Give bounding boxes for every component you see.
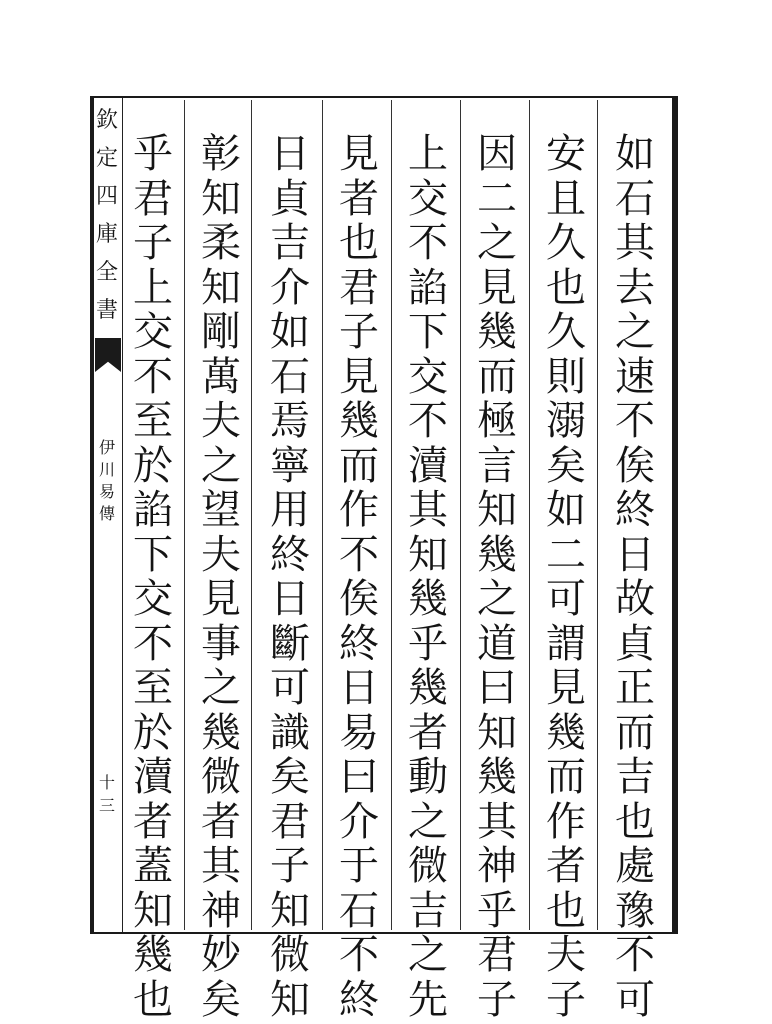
text-char: 諂 — [408, 264, 448, 311]
text-char: 而 — [615, 709, 655, 756]
text-char: 于 — [339, 843, 379, 889]
text-char: 日 — [615, 531, 655, 578]
banxin-char: 傳 — [98, 504, 115, 523]
text-char: 曰 — [477, 665, 517, 711]
text-char: 不 — [408, 220, 448, 266]
text-char: 先 — [408, 976, 448, 1023]
text-char: 介 — [339, 798, 379, 845]
text-char: 知 — [201, 264, 241, 311]
text-char: 矣 — [546, 442, 586, 489]
text-column-5 — [330, 132, 388, 1022]
column-rule — [391, 100, 392, 930]
text-char: 吉 — [615, 754, 655, 800]
text-char: 貞 — [615, 620, 655, 667]
text-char: 久 — [546, 309, 586, 355]
text-char: 曰 — [339, 754, 379, 800]
text-char: 速 — [615, 353, 655, 400]
text-char: 俟 — [615, 442, 655, 489]
text-char: 幾 — [201, 709, 241, 756]
text-char: 用 — [270, 487, 310, 533]
text-char: 不 — [339, 932, 379, 978]
text-char: 事 — [201, 620, 241, 667]
text-char: 剛 — [201, 309, 241, 355]
text-char: 因 — [477, 131, 517, 177]
text-char: 見 — [339, 131, 379, 177]
text-char: 微 — [201, 754, 241, 800]
text-char: 見 — [201, 576, 241, 622]
text-char: 知 — [270, 976, 310, 1023]
text-char: 去 — [615, 264, 655, 311]
text-char: 子 — [339, 309, 379, 355]
text-char: 幾 — [546, 709, 586, 756]
text-char: 二 — [477, 175, 517, 222]
text-char: 故 — [615, 576, 655, 622]
text-char: 於 — [133, 442, 173, 489]
text-char: 者 — [546, 843, 586, 889]
text-char: 柔 — [201, 220, 241, 266]
column-rule — [251, 100, 252, 930]
text-char: 彰 — [201, 131, 241, 177]
text-char: 終 — [339, 976, 379, 1023]
right-border-line — [672, 96, 678, 934]
text-char: 焉 — [270, 398, 310, 444]
text-char: 言 — [477, 442, 517, 489]
text-char: 上 — [133, 264, 173, 311]
text-char: 也 — [546, 264, 586, 311]
text-char: 子 — [270, 843, 310, 889]
banxin-char: 欽 — [95, 108, 118, 133]
text-char: 神 — [201, 887, 241, 934]
banxin-char: 全 — [95, 260, 118, 285]
text-char: 也 — [339, 220, 379, 266]
text-char: 幾 — [339, 398, 379, 444]
text-char: 君 — [133, 175, 173, 222]
text-char: 幾 — [477, 309, 517, 355]
text-char: 可 — [615, 976, 655, 1023]
text-char: 知 — [477, 709, 517, 756]
text-column-4 — [399, 132, 457, 1022]
text-char: 易 — [339, 709, 379, 756]
text-char: 其 — [615, 220, 655, 266]
banxin-char: 書 — [95, 298, 118, 323]
text-char: 者 — [133, 798, 173, 845]
text-char: 知 — [477, 487, 517, 533]
text-column-8 — [124, 132, 182, 1022]
text-char: 交 — [408, 353, 448, 400]
text-char: 如 — [270, 309, 310, 355]
text-char: 者 — [201, 798, 241, 845]
text-char: 終 — [615, 487, 655, 533]
text-char: 不 — [615, 932, 655, 978]
text-char: 子 — [133, 220, 173, 266]
text-char: 望 — [201, 487, 241, 533]
text-char: 不 — [133, 353, 173, 400]
text-char: 終 — [270, 531, 310, 578]
text-char: 識 — [270, 709, 310, 756]
banxin-char: 四 — [95, 184, 118, 209]
banxin-char: 庫 — [95, 222, 118, 247]
text-char: 極 — [477, 398, 517, 444]
banxin-char: 定 — [95, 146, 118, 171]
column-rule — [322, 100, 323, 930]
text-char: 日 — [270, 131, 310, 177]
text-char: 作 — [546, 798, 586, 845]
text-char: 矣 — [201, 976, 241, 1023]
text-char: 吉 — [408, 887, 448, 934]
text-char: 至 — [133, 665, 173, 711]
banxin-char: 川 — [98, 460, 115, 479]
text-column-6 — [261, 132, 319, 1022]
text-char: 下 — [133, 531, 173, 578]
text-column-1 — [606, 132, 664, 1022]
text-char: 謂 — [546, 620, 586, 667]
text-char: 日 — [270, 576, 310, 622]
text-char: 見 — [546, 665, 586, 711]
text-char: 幾 — [408, 576, 448, 622]
text-char: 子 — [477, 976, 517, 1023]
text-char: 不 — [339, 531, 379, 578]
text-char: 而 — [339, 442, 379, 489]
text-char: 豫 — [615, 887, 655, 934]
text-char: 於 — [133, 709, 173, 756]
text-char: 幾 — [408, 665, 448, 711]
text-char: 乎 — [477, 887, 517, 934]
text-char: 瀆 — [133, 754, 173, 800]
text-char: 石 — [339, 887, 379, 934]
text-char: 安 — [546, 131, 586, 177]
text-char: 俟 — [339, 576, 379, 622]
text-char: 上 — [408, 131, 448, 177]
text-char: 交 — [133, 576, 173, 622]
text-char: 交 — [408, 175, 448, 222]
text-char: 之 — [201, 665, 241, 711]
text-char: 溺 — [546, 398, 586, 444]
text-char: 瀆 — [408, 442, 448, 489]
text-char: 見 — [339, 353, 379, 400]
text-char: 處 — [615, 843, 655, 889]
text-char: 幾 — [477, 754, 517, 800]
banxin-rule — [122, 98, 123, 932]
text-char: 終 — [339, 620, 379, 667]
text-char: 其 — [477, 798, 517, 845]
text-char: 之 — [408, 932, 448, 978]
text-char: 矣 — [270, 754, 310, 800]
text-char: 也 — [546, 887, 586, 934]
text-char: 君 — [270, 798, 310, 845]
text-char: 乎 — [408, 620, 448, 667]
banxin-char: 易 — [98, 482, 115, 501]
text-char: 蓋 — [133, 843, 173, 889]
text-char: 吉 — [270, 220, 310, 266]
text-char: 微 — [270, 932, 310, 978]
text-char: 君 — [477, 932, 517, 978]
text-char: 夫 — [546, 932, 586, 978]
text-char: 子 — [546, 976, 586, 1023]
text-char: 日 — [339, 665, 379, 711]
text-char: 之 — [408, 798, 448, 845]
text-char: 石 — [615, 175, 655, 222]
text-char: 如 — [615, 131, 655, 177]
text-char: 如 — [546, 487, 586, 533]
text-char: 幾 — [477, 531, 517, 578]
text-char: 正 — [615, 665, 655, 711]
text-char: 二 — [546, 531, 586, 578]
text-char: 之 — [477, 220, 517, 266]
text-char: 諂 — [133, 487, 173, 533]
text-char: 也 — [615, 798, 655, 845]
text-column-3 — [468, 132, 526, 1022]
text-char: 其 — [408, 487, 448, 533]
text-char: 不 — [133, 620, 173, 667]
text-char: 見 — [477, 264, 517, 311]
page-number: 十三 — [98, 773, 115, 815]
banxin-char: 伊 — [98, 438, 115, 457]
text-char: 則 — [546, 353, 586, 400]
text-char: 者 — [408, 709, 448, 756]
text-char: 久 — [546, 220, 586, 266]
text-char: 神 — [477, 843, 517, 889]
text-char: 道 — [477, 620, 517, 667]
column-rule — [597, 100, 598, 930]
text-char: 夫 — [201, 531, 241, 578]
text-char: 貞 — [270, 175, 310, 222]
text-char: 知 — [408, 531, 448, 578]
text-char: 之 — [201, 442, 241, 489]
text-char: 微 — [408, 843, 448, 889]
text-char: 作 — [339, 487, 379, 533]
text-char: 乎 — [133, 131, 173, 177]
text-char: 至 — [133, 398, 173, 444]
column-rule — [184, 100, 185, 930]
text-char: 者 — [339, 175, 379, 222]
text-char: 知 — [133, 887, 173, 934]
text-char: 知 — [201, 175, 241, 222]
text-char: 且 — [546, 175, 586, 222]
text-char: 幾 — [133, 932, 173, 978]
banxin-work-title — [94, 440, 120, 528]
text-char: 可 — [546, 576, 586, 622]
text-char: 交 — [133, 309, 173, 355]
text-char: 萬 — [201, 353, 241, 400]
text-char: 知 — [270, 887, 310, 934]
text-char: 斷 — [270, 620, 310, 667]
text-char: 之 — [477, 576, 517, 622]
text-char: 君 — [339, 264, 379, 311]
text-column-7 — [192, 132, 250, 1022]
text-char: 而 — [477, 353, 517, 400]
text-char: 妙 — [201, 932, 241, 978]
text-char: 而 — [546, 754, 586, 800]
text-char: 下 — [408, 309, 448, 355]
text-char: 可 — [270, 665, 310, 711]
text-char: 夫 — [201, 398, 241, 444]
text-char: 其 — [201, 843, 241, 889]
text-char: 石 — [270, 353, 310, 400]
text-char: 也 — [133, 976, 173, 1023]
text-char: 之 — [615, 309, 655, 355]
column-rule — [529, 100, 530, 930]
text-char: 介 — [270, 264, 310, 311]
text-char: 寧 — [270, 442, 310, 489]
text-char: 不 — [408, 398, 448, 444]
column-rule — [460, 100, 461, 930]
text-char: 不 — [615, 398, 655, 444]
text-char: 動 — [408, 754, 448, 800]
text-column-2 — [537, 132, 595, 1022]
banxin-book-title — [94, 110, 120, 338]
